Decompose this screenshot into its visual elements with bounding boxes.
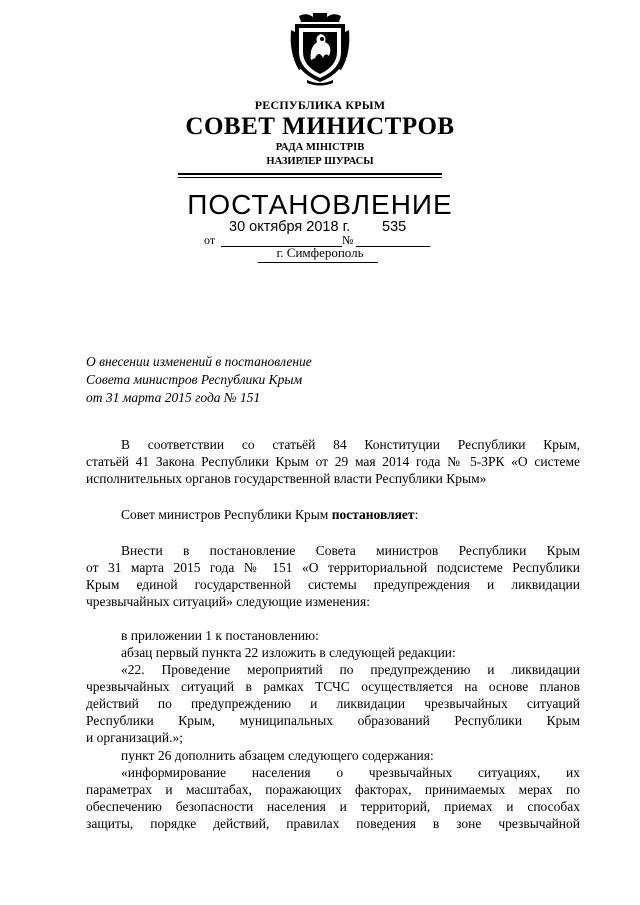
paragraph-resolves bbox=[121, 506, 418, 523]
date-prefix: от bbox=[204, 233, 216, 247]
number-sign: № bbox=[342, 233, 354, 247]
council-name-crimean-tatar: НАЗИРЛЕР ШУРАСЫ bbox=[266, 156, 374, 167]
text-line: Республики Крым, муниципальных образований Республики Крым bbox=[86, 713, 580, 728]
decree-date: 30 октября 2018 г. bbox=[229, 219, 351, 235]
paragraph-point22: абзац первый пункта 22 изложить в следующей редакции: bbox=[121, 645, 456, 660]
text-line: исполнительных органов государственной власти Республики Крым» bbox=[86, 471, 487, 486]
council-name: СОВЕТ МИНИСТРОВ bbox=[185, 113, 455, 140]
text-line: чрезвычайных ситуаций в рамках ТСЧС осуществляется на основе планов bbox=[86, 679, 580, 694]
header-rule-thin bbox=[178, 177, 442, 178]
text-line: Крым единой государственной системы предупреждения и ликвидации bbox=[86, 577, 580, 592]
header-rule-thick bbox=[178, 173, 442, 175]
resolves-keyword: постановляет bbox=[331, 507, 415, 522]
subject-line: Совета министров Республики Крым bbox=[86, 372, 303, 387]
paragraph-point26: пункт 26 дополнить абзацем следующего содержания: bbox=[121, 748, 434, 763]
text-line: чрезвычайных ситуаций» следующие изменения: bbox=[86, 594, 370, 609]
decree-title: ПОСТАНОВЛЕНИЕ bbox=[187, 189, 453, 220]
decree-number: 535 bbox=[382, 219, 407, 235]
subject-line: О внесении изменений в постановление bbox=[86, 354, 312, 369]
paragraph-point22-text bbox=[86, 661, 580, 746]
paragraph-appendix: в приложении 1 к постановлению: bbox=[121, 628, 319, 643]
text-line: параметрах и масштабах, поражающих факторах, принимаемых мерах по bbox=[86, 782, 580, 797]
decree-subject bbox=[86, 353, 312, 407]
text-line: от 31 марта 2015 года № 151 «О территориальной подсистеме Республики bbox=[86, 560, 580, 575]
city: г. Симферополь bbox=[276, 245, 364, 260]
text-line: действий по предупреждению и ликвидации чрезвычайных ситуаций bbox=[86, 696, 580, 711]
text-line: статьёй 41 Закона Республики Крым от 29 мая 2014 года № 5-ЗРК «О системе bbox=[86, 454, 580, 469]
paragraph-preamble bbox=[86, 436, 580, 487]
paragraph-point26-text bbox=[86, 764, 580, 832]
text-line: защиты, порядке действий, правилах поведения в зоне чрезвычайной bbox=[86, 816, 580, 831]
text-line: и организаций.»; bbox=[86, 730, 183, 745]
crimea-coat-of-arms-icon bbox=[289, 10, 351, 86]
council-name-ukrainian: РАДА МІНІСТРІВ bbox=[275, 142, 365, 153]
paragraph-amend bbox=[86, 542, 580, 610]
text-line: В соответствии со статьёй 84 Конституции Республики Крым, bbox=[121, 437, 580, 452]
subject-line: от 31 марта 2015 года № 151 bbox=[86, 390, 261, 405]
text-line: «22. Проведение мероприятий по предупреждению и ликвидации bbox=[121, 662, 580, 677]
city-underline bbox=[258, 262, 378, 263]
resolves-colon: : bbox=[414, 507, 419, 522]
text-line: обеспечению безопасности населения и территорий, приемах и способах bbox=[86, 799, 580, 814]
text-line: «информирование населения о чрезвычайных ситуациях, их bbox=[121, 765, 580, 780]
text-line: Внести в постановление Совета министров Республики Крым bbox=[121, 543, 580, 558]
republic-name: РЕСПУБЛИКА КРЫМ bbox=[254, 98, 386, 112]
resolves-text: Совет министров Республики Крым bbox=[121, 507, 332, 522]
